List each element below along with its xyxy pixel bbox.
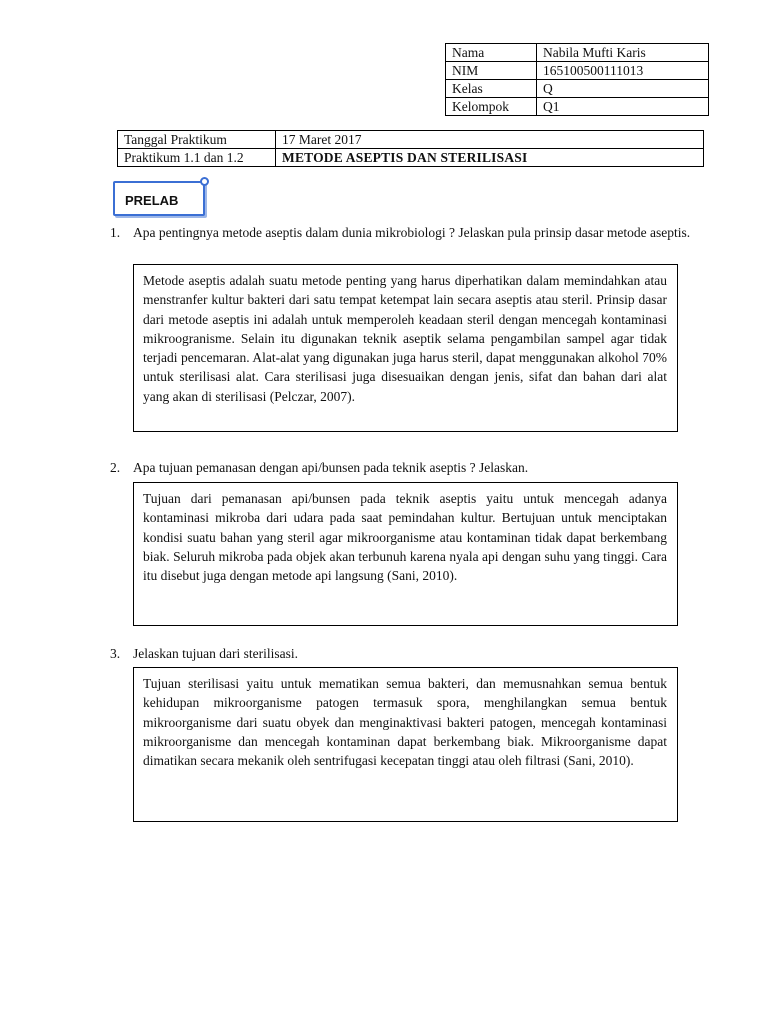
- question-text: Jelaskan tujuan dari sterilisasi.: [133, 646, 298, 661]
- identity-value: Q: [537, 80, 709, 98]
- practicum-title: METODE ASEPTIS DAN STERILISASI: [276, 149, 704, 167]
- question-3: [110, 645, 694, 663]
- practicum-date-row: [118, 131, 704, 149]
- question-text: Apa tujuan pemanasan dengan api/bunsen pada teknik aseptis ? Jelaskan.: [133, 460, 529, 475]
- question-number: 3.: [110, 646, 121, 661]
- identity-label: Nama: [446, 44, 537, 62]
- practicum-name-label: Praktikum 1.1 dan 1.2: [118, 149, 276, 167]
- practicum-date-value: 17 Maret 2017: [276, 131, 704, 149]
- identity-value: 165100500111013: [537, 62, 709, 80]
- answer-box-1: Metode aseptis adalah suatu metode penting yang harus diperhatikan dalam memindahkan atau menstranfer kultur bakteri dari satu tempat ketempat lain secara aseptis atau steril. Prinsip dasar dari metode aseptis ini adalah untuk memperoleh keadaan steril dengan mencegah kontaminasi mikroogranisme. Selain itu digunakan teknik aseptik selama pengambilan sampel agar tidak terjadi pencemaran. Alat-alat yang digunakan juga harus steril, dapat menggunakan alkohol 70% untuk sterilisasi alat. Cara sterilisasi juga disesuaikan dengan jenis, sifat dan bahan dari alat yang akan di sterilisasi (Pelczar, 2007).: [133, 264, 678, 432]
- question-text: Apa pentingnya metode aseptis dalam dunia mikrobiologi ? Jelaskan pula prinsip dasar metode aseptis.: [133, 225, 691, 240]
- question-1: [110, 224, 694, 242]
- practicum-date-label: Tanggal Praktikum: [118, 131, 276, 149]
- identity-label: Kelas: [446, 80, 537, 98]
- answer-box-2: Tujuan dari pemanasan api/bunsen pada teknik aseptis yaitu untuk mencegah adanya kontaminasi mikroba dari udara pada saat pemindahan kultur. Bertujuan untuk menciptakan kondisi suatu bahan yang steril agar mikroorganisme atau kontaminan tidak dapat berkembang biak. Seluruh mikroba pada objek akan terbunuh karena nyala api dengan suhu yang tinggi. Cara itu disebut juga dengan metode api langsung (Sani, 2010).: [133, 482, 678, 626]
- prelab-label: PRELAB: [125, 193, 179, 208]
- identity-label: Kelompok: [446, 98, 537, 116]
- question-number: 2.: [110, 460, 121, 475]
- identity-value: Q1: [537, 98, 709, 116]
- question-number: 1.: [110, 225, 121, 240]
- identity-row-group: [446, 98, 709, 116]
- identity-value: Nabila Mufti Karis: [537, 44, 709, 62]
- identity-row-nim: [446, 62, 709, 80]
- identity-row-class: [446, 80, 709, 98]
- identity-table: [445, 43, 709, 116]
- practicum-table: [117, 130, 704, 167]
- prelab-tag: [113, 181, 205, 216]
- identity-label: NIM: [446, 62, 537, 80]
- answer-box-3: Tujuan sterilisasi yaitu untuk mematikan semua bakteri, dan memusnahkan semua bentuk kehidupan mikroorganisme patogen termasuk spora, menghilangkan semua bentuk mikroorganisme dari suatu obyek dan menginaktivasi bakteri patogen, mencegah kontaminasi mikroorganisme dan mencegah kontaminan dapat berkembang biak. Mikroorganisme dapat dimatikan secara mekanik oleh sentrifugasi kecepatan tinggi atau oleh filtrasi (Sani, 2010).: [133, 667, 678, 822]
- question-2: [110, 459, 694, 477]
- scroll-curl-icon: [200, 177, 209, 186]
- practicum-name-row: [118, 149, 704, 167]
- identity-row-name: [446, 44, 709, 62]
